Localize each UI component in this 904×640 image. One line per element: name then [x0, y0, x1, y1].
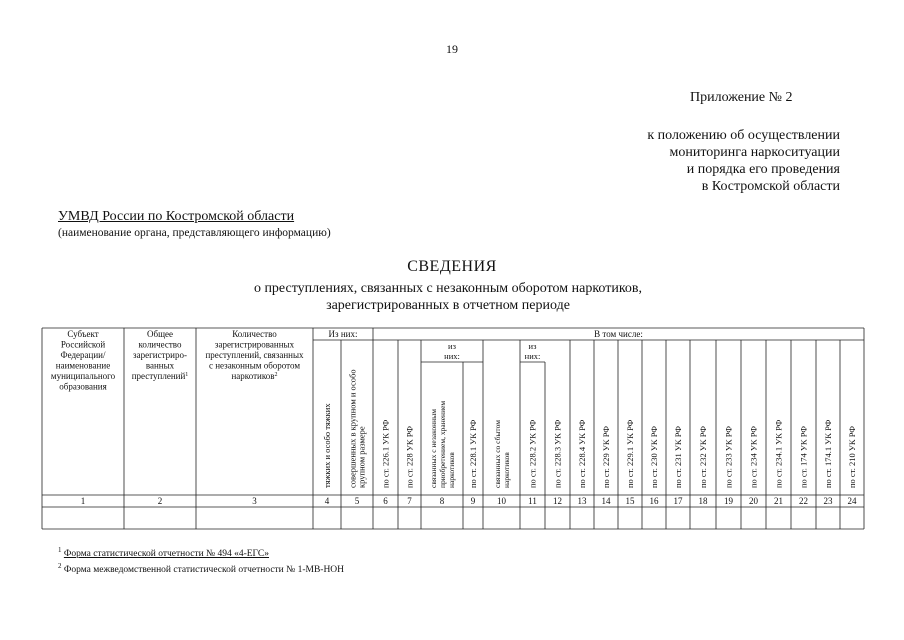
subject-header: наименование — [55, 360, 111, 371]
rotated-column-header: наркотиков — [447, 452, 456, 488]
footnote-marker: 2 — [58, 562, 62, 571]
rotated-column-header: наркотиков — [502, 452, 511, 488]
column-number: 10 — [497, 496, 506, 506]
column-number: 2 — [157, 496, 163, 506]
column-number: 17 — [673, 496, 683, 506]
rotated-column-header: по ст. 210 УК РФ — [847, 425, 857, 488]
column-number: 3 — [252, 496, 257, 506]
column-number: 7 — [407, 496, 412, 506]
total-crimes-header: количество — [138, 339, 182, 350]
rotated-column-header: по ст. 229 УК РФ — [601, 425, 611, 488]
total-crimes-header: преступлений$^1$ — [131, 371, 189, 381]
rotated-column-header: по ст. 230 УК РФ — [649, 425, 659, 488]
drug-crimes-header: преступлений, связанных — [205, 350, 304, 360]
column-number: 20 — [749, 496, 758, 506]
sub-of-them-header: из — [528, 341, 537, 351]
column-number: 15 — [625, 496, 635, 506]
subtitle-line: зарегистрированных в отчетном периоде — [326, 298, 570, 313]
page-number: 19 — [446, 42, 458, 56]
rotated-column-header: по ст. 174.1 УК РФ — [823, 419, 833, 488]
rotated-column-header: по ст. 233 УК РФ — [723, 425, 734, 488]
appendix-line: и порядка его проведения — [686, 162, 840, 177]
drug-crimes-header: Количество — [232, 329, 277, 339]
column-number: 12 — [553, 496, 562, 506]
subject-header: муниципального — [50, 371, 116, 381]
column-number: 9 — [470, 496, 476, 506]
column-number: 24 — [847, 496, 857, 506]
subject-header: Субъект — [67, 329, 99, 339]
rotated-column-header: по ст. 174 УК РФ — [798, 425, 809, 488]
rotated-column-header: по ст. 228.1 УК РФ — [468, 419, 478, 488]
rotated-column-header: крупном размере — [356, 426, 367, 488]
rotated-column-header: по ст. 234 УК РФ — [748, 425, 759, 488]
document-title: СВЕДЕНИЯ — [407, 258, 497, 275]
column-number: 11 — [528, 496, 537, 506]
column-number: 6 — [383, 496, 388, 506]
column-number: 4 — [324, 496, 330, 506]
column-number: 1 — [80, 496, 86, 506]
subject-header: Российской — [60, 339, 106, 350]
column-number: 14 — [601, 496, 611, 506]
including-header: В том числе: — [594, 329, 643, 339]
column-number: 18 — [698, 496, 708, 506]
rotated-column-header: по ст. 234.1 УК РФ — [773, 419, 784, 488]
rotated-column-header: тяжких и особо тяжких — [322, 403, 332, 488]
column-number: 19 — [724, 496, 733, 506]
rotated-column-header: совершенных в крупном и особо — [347, 369, 358, 488]
rotated-column-header: по ст. 232 УК РФ — [698, 425, 708, 488]
total-crimes-header: ванных — [145, 360, 175, 371]
rotated-column-header: по ст. 229.1 УК РФ — [625, 419, 635, 488]
footnote-2 — [58, 560, 344, 576]
appendix-title: Приложение № 2 — [690, 90, 793, 105]
footnotes — [58, 544, 344, 576]
column-number: 13 — [577, 496, 587, 506]
sub-of-them-header: них: — [444, 351, 460, 361]
sub-of-them-header: из — [448, 341, 456, 351]
column-number: 16 — [649, 496, 659, 506]
sub-of-them-header: них: — [524, 351, 541, 361]
column-number: 23 — [823, 496, 833, 506]
footnote-text: Форма межведомственной статистической отчетности № 1-МВ-НОН — [63, 565, 345, 576]
rotated-column-header: по ст. 228 УК РФ — [404, 425, 415, 488]
column-number: 22 — [799, 496, 808, 506]
rotated-column-header: по ст. 228.2 УК РФ — [527, 419, 538, 488]
organization-caption: (наименование органа, представляющего информацию) — [58, 227, 331, 239]
total-crimes-header: Общее — [147, 329, 173, 339]
appendix-line: к положению об осуществлении — [647, 128, 840, 143]
footnote-text: Форма статистической отчетности № 494 «4-ЕГС» — [63, 549, 270, 560]
appendix-line: мониторинга наркоситуации — [669, 145, 840, 160]
column-number: 8 — [439, 496, 445, 506]
rotated-column-header: по ст. 226.1 УК РФ — [380, 419, 391, 488]
rotated-column-header: связанных с незаконным — [429, 409, 438, 488]
appendix-line: в Костромской области — [701, 179, 840, 194]
column-number: 21 — [774, 496, 783, 506]
subtitle-line: о преступлениях, связанных с незаконным оборотом наркотиков, — [253, 281, 643, 296]
rotated-column-header: связанных со сбытом — [493, 420, 502, 488]
of-them-header: Из них: — [328, 329, 358, 339]
footnote-1 — [58, 544, 344, 560]
subject-header: Федерации/ — [60, 350, 106, 360]
total-crimes-header: зарегистриро- — [133, 350, 187, 360]
rotated-column-header: по ст. 231 УК РФ — [673, 425, 683, 488]
drug-crimes-header: зарегистрированных — [214, 339, 295, 350]
drug-crimes-header: наркотиков$^2$ — [231, 371, 278, 381]
drug-crimes-header: с незаконным оборотом — [208, 360, 301, 371]
rotated-column-header: по ст. 228.4 УК РФ — [577, 419, 587, 488]
subject-header: образования — [59, 381, 107, 392]
rotated-column-header: по ст. 228.3 УК РФ — [552, 419, 563, 488]
footnote-marker: 1 — [58, 546, 62, 554]
organization-name: УМВД России по Костромской области — [58, 209, 295, 224]
rotated-column-header: приобретением, хранением — [438, 400, 447, 488]
column-number: 5 — [354, 496, 360, 506]
